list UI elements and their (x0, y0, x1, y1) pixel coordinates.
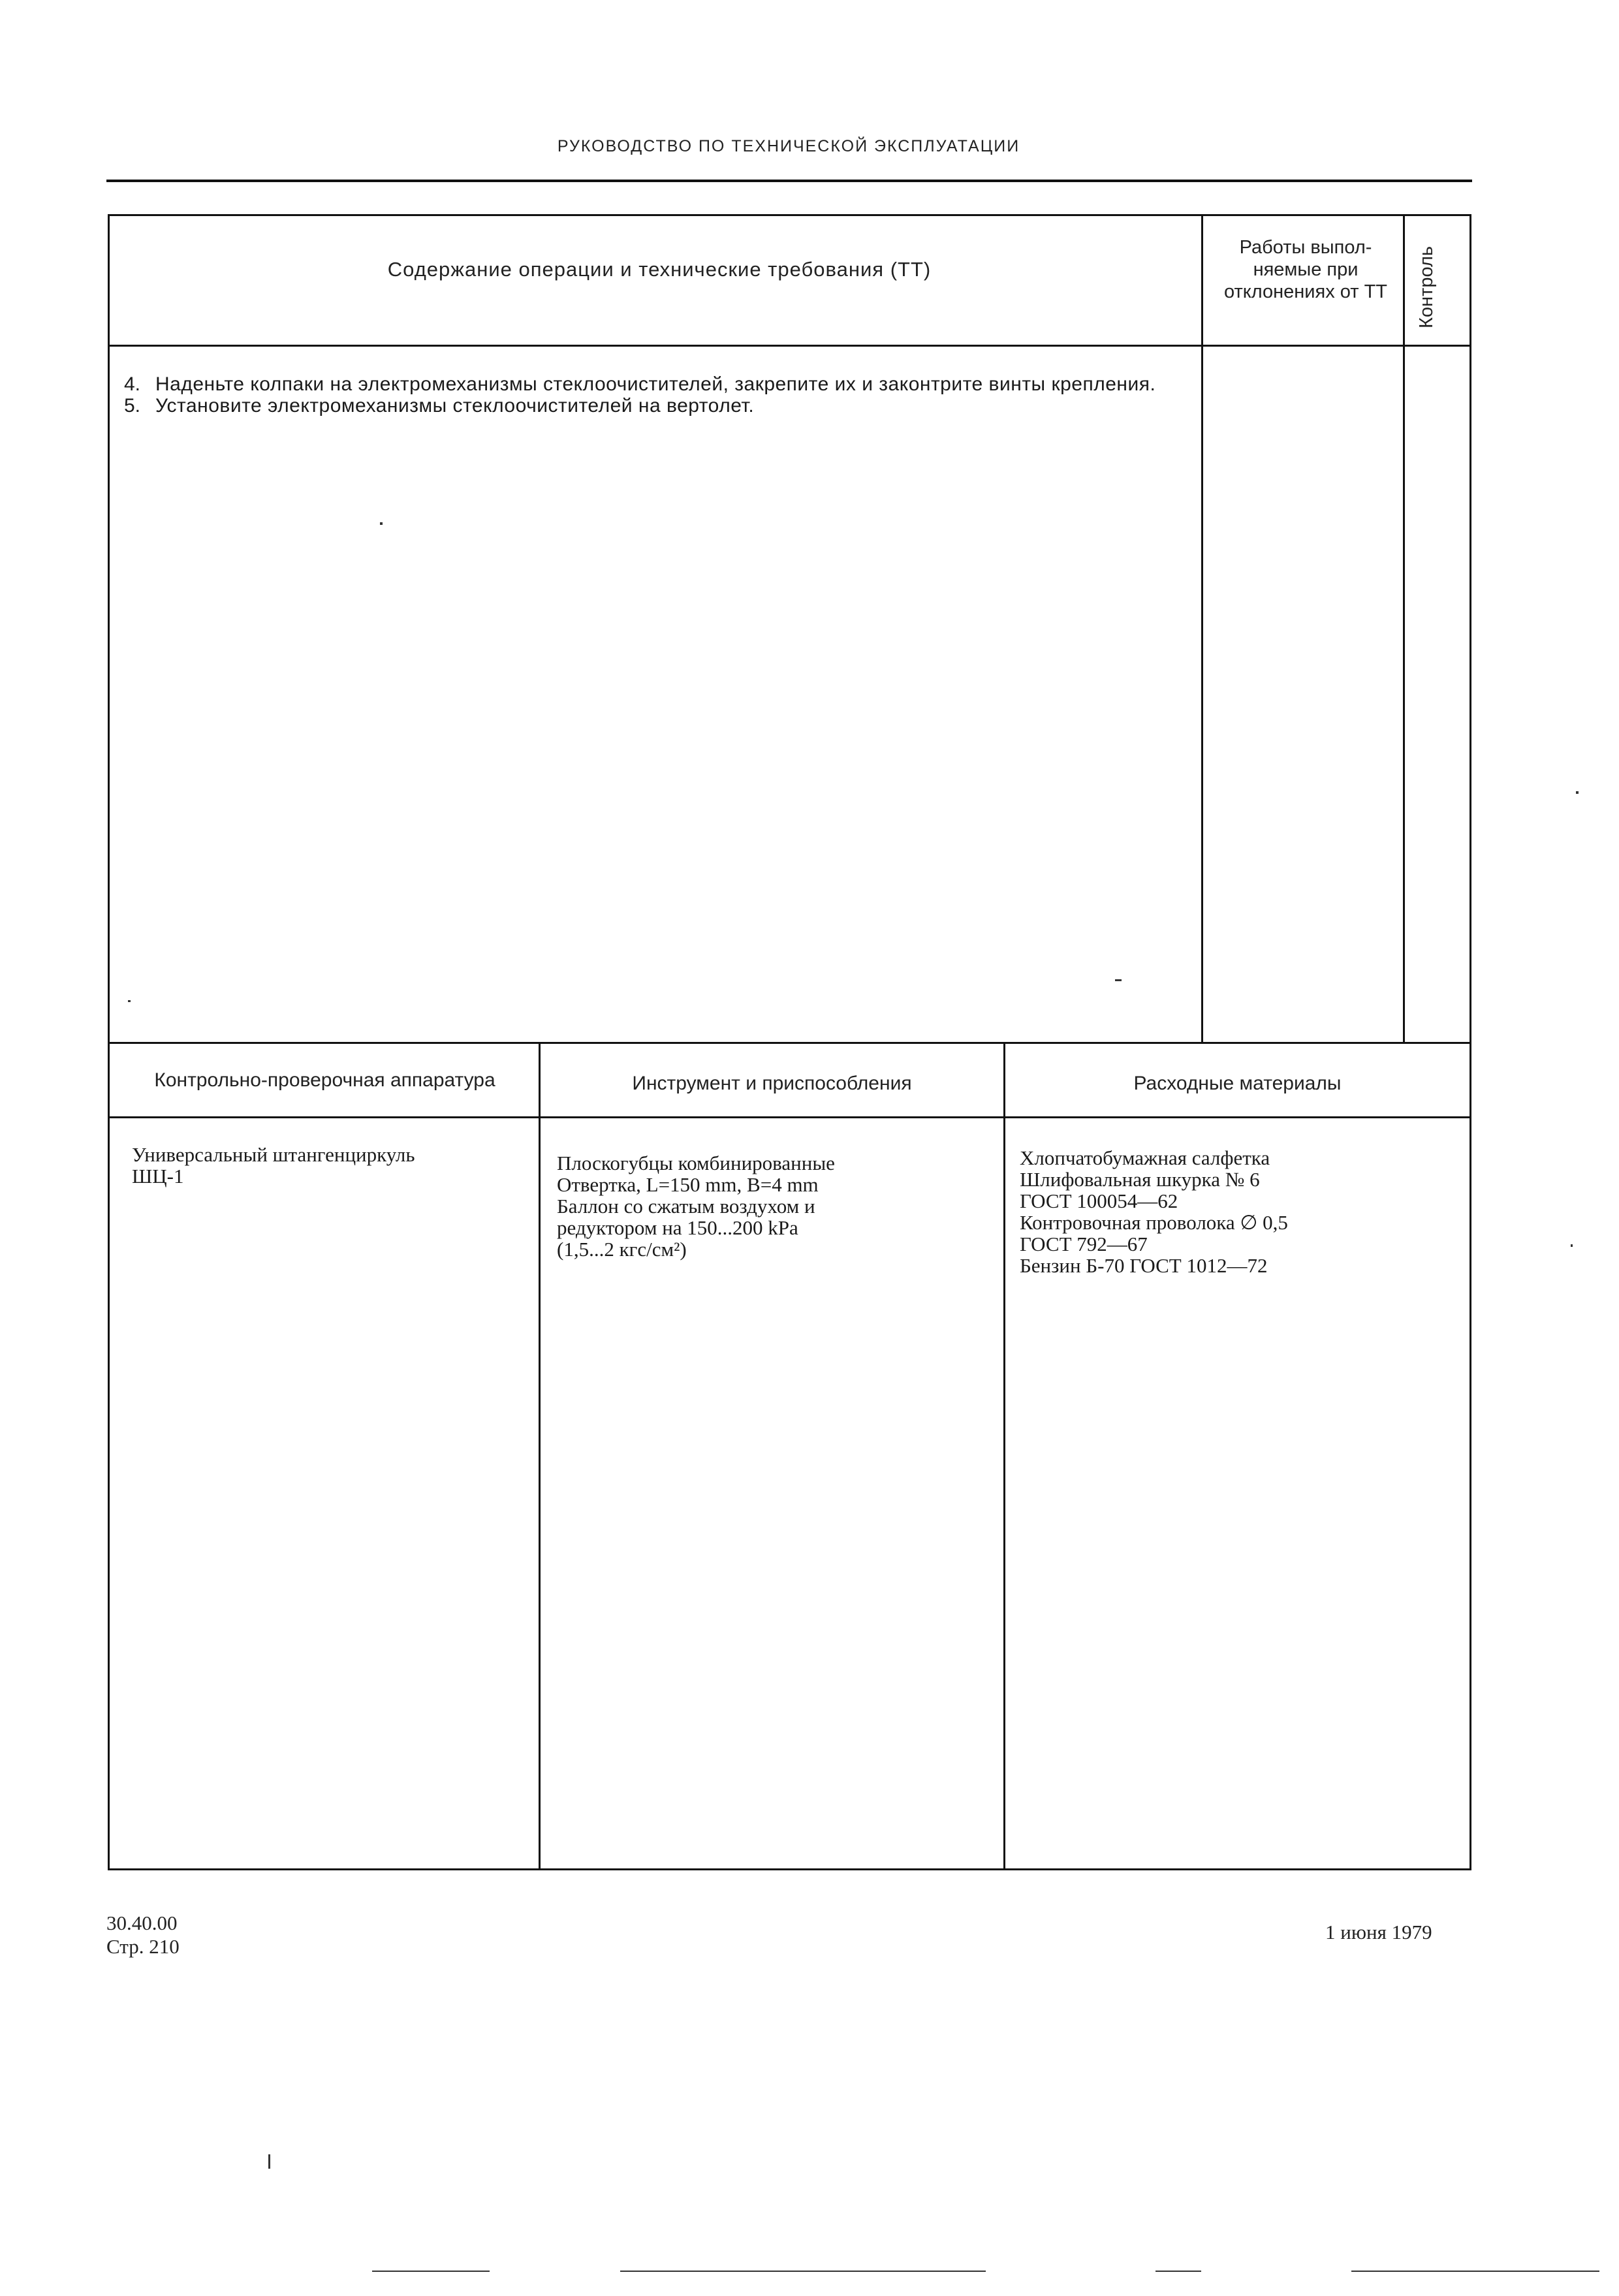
scan-speck (1115, 979, 1122, 981)
ops-table-col-divider-1 (1201, 214, 1203, 1044)
ops-works-header: Работы выпол- няемые при отклонениях от ТТ (1223, 237, 1388, 302)
resources-table-bottom-border (108, 1868, 1471, 1870)
apparatus-list: Универсальный штангенциркуль ШЦ-1 (132, 1143, 415, 1187)
scan-speck (1351, 2271, 1599, 2272)
resources-table-left-border (108, 1042, 110, 1870)
operation-step (124, 373, 1201, 395)
resources-table-col-divider-2 (1003, 1042, 1005, 1870)
document-header-title: РУКОВОДСТВО ПО ТЕХНИЧЕСКОЙ ЭКСПЛУАТАЦИИ (557, 137, 1020, 155)
step-text: Установите электромеханизмы стеклоочистителей на вертолет. (155, 395, 755, 417)
tools-list: Плоскогубцы комбинированные Отвертка, L=150 mm, B=4 mm Баллон со сжатым воздухом и редуктором на 150...200 kPa (1,5...2 кгс/см²) (557, 1152, 835, 1261)
tools-header: Инструмент и приспособления (632, 1073, 912, 1094)
section-code: 30.40.00 (106, 1911, 178, 1934)
ops-control-header: Контроль (1416, 246, 1437, 328)
scan-speck (1155, 2271, 1201, 2272)
ops-table-col-divider-2 (1403, 214, 1405, 1044)
ops-table-header-divider (108, 345, 1471, 347)
scan-speck (128, 1000, 131, 1002)
footer-section-info (106, 1911, 180, 1958)
step-text: Наденьте колпаки на электромеханизмы стеклоочистителей, закрепите их и законтрите винты крепления. (155, 373, 1156, 395)
scan-speck (380, 522, 383, 525)
scan-speck (372, 2271, 490, 2272)
page-number: Стр. 210 (106, 1935, 180, 1958)
ops-content-header: Содержание операции и технические требования (ТТ) (387, 258, 932, 281)
operation-step (124, 395, 1201, 417)
resources-table-col-divider-1 (539, 1042, 541, 1870)
scan-speck (1576, 791, 1579, 794)
ops-table-top-border (108, 214, 1471, 216)
materials-header: Расходные материалы (1133, 1073, 1342, 1094)
resources-table-header-divider (108, 1116, 1471, 1118)
apparatus-header: Контрольно-проверочная аппаратура (154, 1069, 495, 1091)
header-rule (106, 180, 1472, 182)
scan-speck (620, 2271, 986, 2272)
ops-table-bottom-border (108, 1042, 1471, 1044)
ops-table-left-border (108, 214, 110, 1044)
step-number: 4. (124, 373, 141, 395)
operation-steps-list (124, 373, 1201, 417)
footer-date: 1 июня 1979 (1325, 1921, 1432, 1943)
scan-speck (1571, 1244, 1573, 1247)
step-number: 5. (124, 395, 141, 417)
materials-list: Хлопчатобумажная салфетка Шлифовальная шкурка № 6 ГОСТ 100054—62 Контровочная проволока ∅ 0,5 ГОСТ 792—67 Бензин Б-70 ГОСТ 1012—72 (1020, 1146, 1288, 1277)
scan-speck (268, 2154, 270, 2169)
ops-table-right-border (1470, 214, 1471, 1044)
resources-table-right-border (1470, 1042, 1471, 1870)
